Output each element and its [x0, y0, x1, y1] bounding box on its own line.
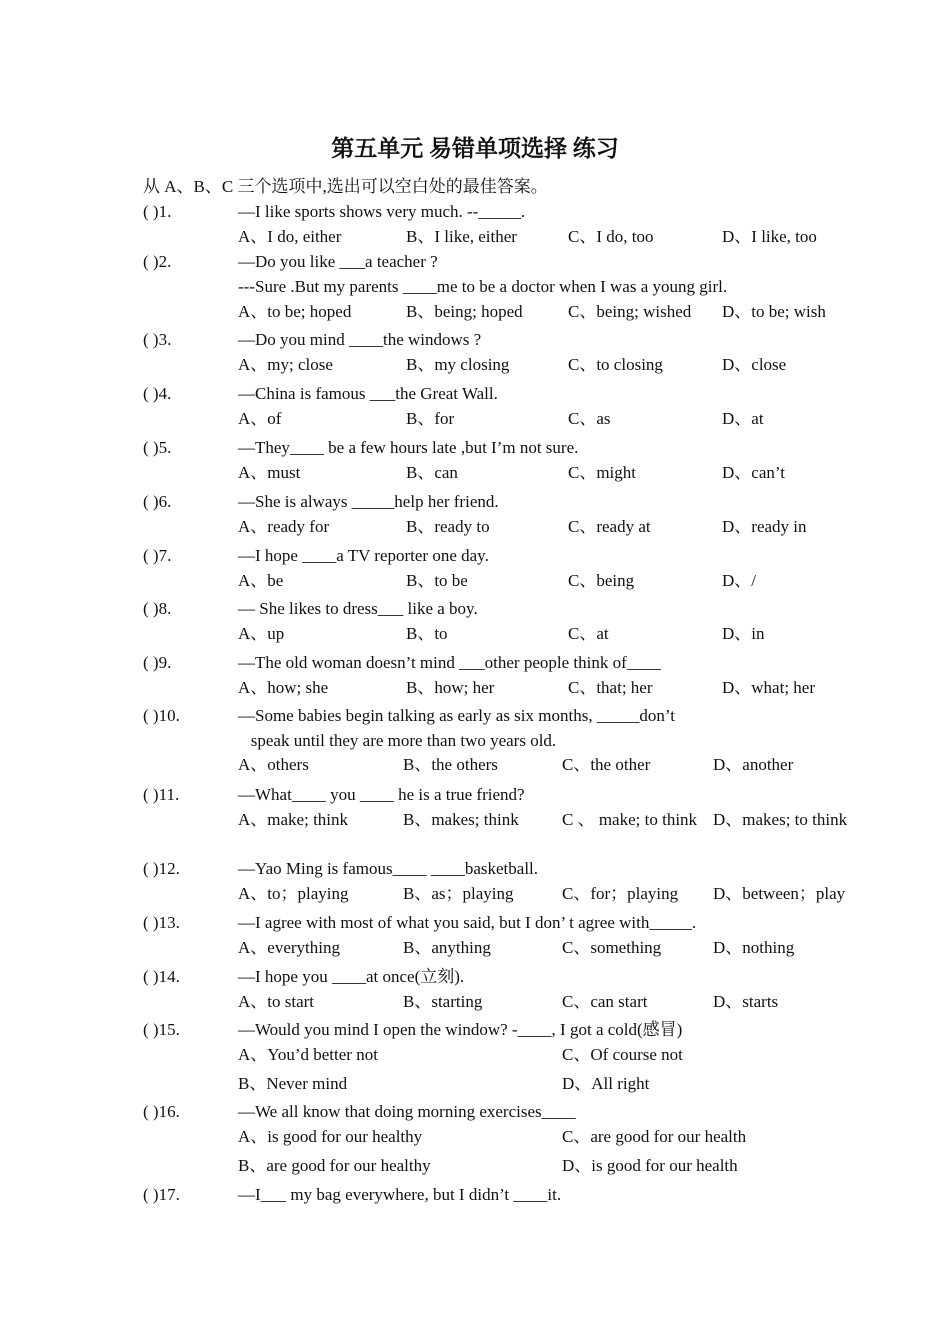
- option-c[interactable]: C 、 make; to think: [562, 810, 698, 829]
- question-number: ( )17.: [143, 1185, 180, 1204]
- option-c[interactable]: C、as: [568, 409, 611, 428]
- question-stem: —The old woman doesn’t mind ___other people think of____: [238, 653, 661, 672]
- option-b[interactable]: B、I like, either: [406, 227, 517, 246]
- option-c[interactable]: C、are good for our health: [562, 1127, 747, 1146]
- option-d[interactable]: D、/: [722, 571, 756, 590]
- option-b[interactable]: B、the others: [403, 755, 498, 774]
- question-stem: —We all know that doing morning exercises____: [238, 1102, 576, 1121]
- option-d[interactable]: D、between；play: [713, 884, 846, 903]
- option-a[interactable]: A、ready for: [238, 517, 330, 536]
- question-number: ( )1.: [143, 202, 172, 221]
- question-stem: —What____ you ____ he is a true friend?: [238, 785, 525, 804]
- option-b[interactable]: B、Never mind: [238, 1074, 348, 1093]
- option-a[interactable]: A、to start: [238, 992, 315, 1011]
- option-a[interactable]: A、is good for our healthy: [238, 1127, 423, 1146]
- option-d[interactable]: D、another: [713, 755, 794, 774]
- question-number: ( )13.: [143, 913, 180, 932]
- question-stem: —Yao Ming is famous____ ____basketball.: [238, 859, 539, 878]
- question-stem: —I hope you ____at once(立刻).: [238, 967, 465, 986]
- option-a[interactable]: A、my; close: [238, 355, 333, 374]
- option-d[interactable]: D、what; her: [722, 678, 816, 697]
- question-number: ( )5.: [143, 438, 172, 457]
- option-a[interactable]: A、others: [238, 755, 309, 774]
- option-b[interactable]: B、my closing: [406, 355, 510, 374]
- question-number: ( )10.: [143, 706, 180, 725]
- option-c[interactable]: C、for；playing: [562, 884, 679, 903]
- question-number: ( )7.: [143, 546, 172, 565]
- option-b[interactable]: B、can: [406, 463, 458, 482]
- option-d[interactable]: D、nothing: [713, 938, 795, 957]
- option-d[interactable]: D、makes; to think: [713, 810, 848, 829]
- option-a[interactable]: A、of: [238, 409, 282, 428]
- option-d[interactable]: D、at: [722, 409, 764, 428]
- option-c[interactable]: C、that; her: [568, 678, 653, 697]
- question-stem: —I agree with most of what you said, but I don’ t agree with_____.: [238, 913, 697, 932]
- option-b[interactable]: B、starting: [403, 992, 483, 1011]
- question-stem: —China is famous ___the Great Wall.: [238, 384, 498, 403]
- option-a[interactable]: A、make; think: [238, 810, 349, 829]
- option-a[interactable]: A、to be; hoped: [238, 302, 352, 321]
- question-stem: —She is always _____help her friend.: [238, 492, 499, 511]
- option-a[interactable]: A、I do, either: [238, 227, 342, 246]
- option-d[interactable]: D、ready in: [722, 517, 807, 536]
- option-b[interactable]: B、for: [406, 409, 455, 428]
- option-c[interactable]: C、the other: [562, 755, 651, 774]
- option-d[interactable]: D、to be; wish: [722, 302, 826, 321]
- option-b[interactable]: B、to: [406, 624, 448, 643]
- option-d[interactable]: D、in: [722, 624, 765, 643]
- question-stem: —Would you mind I open the window? -____, I got a cold(感冒): [238, 1020, 683, 1039]
- option-d[interactable]: D、can’t: [722, 463, 785, 482]
- question-number: ( )2.: [143, 252, 172, 271]
- option-a[interactable]: A、how; she: [238, 678, 329, 697]
- question-stem: —Some babies begin talking as early as six months, _____don’t: [238, 706, 675, 725]
- question-number: ( )14.: [143, 967, 180, 986]
- option-a[interactable]: A、You’d better not: [238, 1045, 378, 1064]
- option-c[interactable]: C、being; wished: [568, 302, 692, 321]
- question-number: ( )12.: [143, 859, 180, 878]
- option-d[interactable]: D、I like, too: [722, 227, 817, 246]
- option-a[interactable]: A、everything: [238, 938, 340, 957]
- option-d[interactable]: D、close: [722, 355, 787, 374]
- question-number: ( )9.: [143, 653, 172, 672]
- option-c[interactable]: C、being: [568, 571, 635, 590]
- option-b[interactable]: B、anything: [403, 938, 491, 957]
- option-b[interactable]: B、how; her: [406, 678, 495, 697]
- question-stem-continued: ---Sure .But my parents ____me to be a doctor when I was a young girl.: [238, 277, 728, 296]
- question-stem: —I hope ____a TV reporter one day.: [238, 546, 489, 565]
- question-number: ( )11.: [143, 785, 180, 804]
- question-number: ( )6.: [143, 492, 172, 511]
- option-c[interactable]: C、something: [562, 938, 662, 957]
- instruction-text: 从 A、B、C 三个选项中,选出可以空白处的最佳答案。: [143, 177, 548, 196]
- option-b[interactable]: B、to be: [406, 571, 468, 590]
- question-stem: —Do you mind ____the windows ?: [238, 330, 482, 349]
- question-stem: —I like sports shows very much. --_____.: [238, 202, 526, 221]
- question-stem-continued: speak until they are more than two years old.: [238, 731, 557, 750]
- option-c[interactable]: C、to closing: [568, 355, 663, 374]
- question-number: ( )3.: [143, 330, 172, 349]
- question-stem: —I___ my bag everywhere, but I didn’t ____it.: [238, 1185, 562, 1204]
- option-c[interactable]: C、ready at: [568, 517, 651, 536]
- option-a[interactable]: A、be: [238, 571, 284, 590]
- option-b[interactable]: B、are good for our healthy: [238, 1156, 431, 1175]
- option-c[interactable]: C、can start: [562, 992, 648, 1011]
- option-a[interactable]: A、to；playing: [238, 884, 349, 903]
- question-number: ( )16.: [143, 1102, 180, 1121]
- option-a[interactable]: A、must: [238, 463, 301, 482]
- question-stem: —Do you like ___a teacher ?: [238, 252, 438, 271]
- option-b[interactable]: B、ready to: [406, 517, 490, 536]
- option-d[interactable]: D、All right: [562, 1074, 650, 1093]
- option-c[interactable]: C、I do, too: [568, 227, 654, 246]
- option-c[interactable]: C、might: [568, 463, 637, 482]
- question-stem: — She likes to dress___ like a boy.: [238, 599, 478, 618]
- question-number: ( )15.: [143, 1020, 180, 1039]
- question-number: ( )8.: [143, 599, 172, 618]
- option-a[interactable]: A、up: [238, 624, 285, 643]
- option-b[interactable]: B、as；playing: [403, 884, 514, 903]
- question-stem: —They____ be a few hours late ,but I’m not sure.: [238, 438, 579, 457]
- option-c[interactable]: C、Of course not: [562, 1045, 683, 1064]
- option-d[interactable]: D、starts: [713, 992, 779, 1011]
- page-title: 第五单元 易错单项选择 练习: [331, 136, 619, 161]
- option-c[interactable]: C、at: [568, 624, 609, 643]
- option-b[interactable]: B、makes; think: [403, 810, 519, 829]
- option-b[interactable]: B、being; hoped: [406, 302, 523, 321]
- option-d[interactable]: D、is good for our health: [562, 1156, 738, 1175]
- question-number: ( )4.: [143, 384, 172, 403]
